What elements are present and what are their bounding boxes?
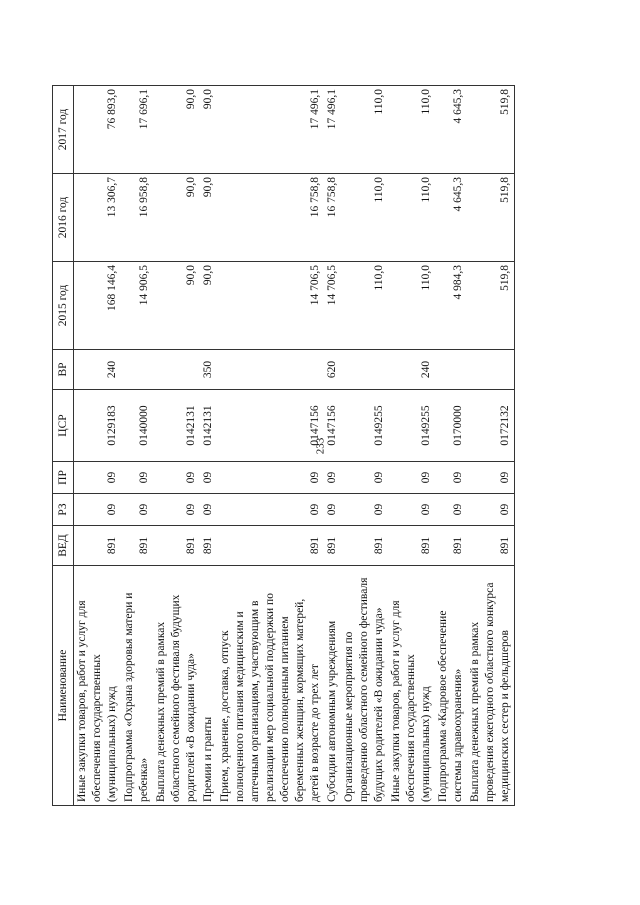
header-name: Наименование [53, 566, 74, 806]
cell-y2017: 4 645,3 [435, 86, 467, 174]
cell-y2015: 90,0 [200, 262, 217, 350]
cell-y2016: 110,0 [388, 174, 435, 262]
table-row [217, 86, 324, 806]
cell-y2017: 17 696,1 [121, 86, 153, 174]
cell-ved: 891 [467, 526, 515, 566]
table-row [74, 86, 122, 806]
cell-name: Субсидии автономным учреждениям [324, 566, 341, 806]
cell-rz: 09 [217, 494, 324, 526]
cell-csr: 0129183 [74, 390, 122, 462]
table-header-row [53, 86, 74, 806]
header-2016: 2016 год [53, 174, 74, 262]
cell-ved: 891 [388, 526, 435, 566]
cell-y2016: 4 645,3 [435, 174, 467, 262]
cell-vr [467, 350, 515, 390]
header-ved: ВЕД [53, 526, 74, 566]
cell-rz: 09 [388, 494, 435, 526]
cell-y2017: 17 496,1 [217, 86, 324, 174]
cell-name: Прием, хранение, доставка, отпуск полноценного питания медицинским и аптечным организациям, участвующим в реализации мер социальной поддержки по обеспечению полноценным питанием беременных женщин, кормящих матерей, детей в возрасте до трех лет [217, 566, 324, 806]
cell-y2015: 14 706,5 [217, 262, 324, 350]
cell-name: Выплата денежных премий в рамках областного семейного фестиваля будущих родителей «В ожидании чуда» [153, 566, 200, 806]
cell-ved: 891 [435, 526, 467, 566]
cell-csr: 0170000 [435, 390, 467, 462]
cell-pr: 09 [153, 462, 200, 494]
header-csr: ЦСР [53, 390, 74, 462]
table-body [74, 86, 515, 806]
cell-csr: 0142131 [153, 390, 200, 462]
cell-name: Иные закупки товаров, работ и услуг для обеспечения государственных (муниципальных) нужд [388, 566, 435, 806]
cell-csr: 0142131 [200, 390, 217, 462]
budget-table-container [52, 86, 592, 806]
cell-y2017: 110,0 [341, 86, 388, 174]
cell-vr: 350 [200, 350, 217, 390]
cell-rz: 09 [467, 494, 515, 526]
table-row [200, 86, 217, 806]
cell-vr: 240 [388, 350, 435, 390]
cell-csr: 0147156 [217, 390, 324, 462]
cell-rz: 09 [153, 494, 200, 526]
cell-pr: 09 [121, 462, 153, 494]
cell-ved: 891 [121, 526, 153, 566]
table-row [153, 86, 200, 806]
cell-y2015: 4 984,3 [435, 262, 467, 350]
cell-pr: 09 [467, 462, 515, 494]
cell-name: Иные закупки товаров, работ и услуг для обеспечения государственных (муниципальных) нужд [74, 566, 122, 806]
cell-pr: 09 [388, 462, 435, 494]
cell-pr: 09 [435, 462, 467, 494]
header-2015: 2015 год [53, 262, 74, 350]
cell-name: Организационные мероприятия по проведению областного семейного фестиваля будущих родителей «В ожидании чуда» [341, 566, 388, 806]
cell-csr: 0149255 [341, 390, 388, 462]
cell-y2015: 168 146,4 [74, 262, 122, 350]
cell-csr: 0149255 [388, 390, 435, 462]
table-row [435, 86, 467, 806]
header-2017: 2017 год [53, 86, 74, 174]
cell-pr: 09 [200, 462, 217, 494]
cell-rz: 09 [121, 494, 153, 526]
cell-y2016: 110,0 [341, 174, 388, 262]
cell-y2016: 16 958,8 [121, 174, 153, 262]
cell-y2015: 90,0 [153, 262, 200, 350]
cell-y2016: 16 758,8 [324, 174, 341, 262]
cell-y2015: 14 706,5 [324, 262, 341, 350]
cell-pr: 09 [341, 462, 388, 494]
cell-y2016: 90,0 [153, 174, 200, 262]
cell-ved: 891 [324, 526, 341, 566]
cell-pr: 09 [74, 462, 122, 494]
cell-name: Подпрограмма «Охрана здоровья матери и ребенка» [121, 566, 153, 806]
cell-vr: 620 [324, 350, 341, 390]
cell-pr: 09 [217, 462, 324, 494]
cell-y2017: 519,8 [467, 86, 515, 174]
cell-csr: 0140000 [121, 390, 153, 462]
cell-y2017: 90,0 [153, 86, 200, 174]
cell-y2016: 90,0 [200, 174, 217, 262]
cell-name: Выплата денежных премий в рамках проведения ежегодного областного конкурса медицинских сестер и фельдшеров [467, 566, 515, 806]
cell-ved: 891 [217, 526, 324, 566]
cell-pr: 09 [324, 462, 341, 494]
table-row [388, 86, 435, 806]
cell-y2017: 17 496,1 [324, 86, 341, 174]
cell-vr [435, 350, 467, 390]
header-pr: ПР [53, 462, 74, 494]
page-number: 233 [314, 437, 327, 455]
cell-y2015: 110,0 [341, 262, 388, 350]
cell-ved: 891 [200, 526, 217, 566]
cell-y2017: 76 893,0 [74, 86, 122, 174]
cell-y2015: 519,8 [467, 262, 515, 350]
cell-y2016: 13 306,7 [74, 174, 122, 262]
cell-y2016: 16 758,8 [217, 174, 324, 262]
cell-vr [341, 350, 388, 390]
cell-vr [153, 350, 200, 390]
header-vr: ВР [53, 350, 74, 390]
table-row [121, 86, 153, 806]
cell-rz: 09 [324, 494, 341, 526]
table-row [324, 86, 341, 806]
cell-name: Премии и гранты [200, 566, 217, 806]
budget-table [52, 85, 515, 806]
cell-y2016: 519,8 [467, 174, 515, 262]
cell-ved: 891 [74, 526, 122, 566]
cell-ved: 891 [153, 526, 200, 566]
cell-y2017: 90,0 [200, 86, 217, 174]
header-rz: РЗ [53, 494, 74, 526]
cell-vr [217, 350, 324, 390]
cell-y2015: 14 906,5 [121, 262, 153, 350]
table-row [341, 86, 388, 806]
cell-vr: 240 [74, 350, 122, 390]
cell-y2017: 110,0 [388, 86, 435, 174]
cell-ved: 891 [341, 526, 388, 566]
cell-csr: 0172132 [467, 390, 515, 462]
cell-name: Подпрограмма «Кадровое обеспечение системы здравоохранения» [435, 566, 467, 806]
cell-y2015: 110,0 [388, 262, 435, 350]
cell-rz: 09 [74, 494, 122, 526]
cell-csr: 0147156 [324, 390, 341, 462]
table-row [467, 86, 515, 806]
cell-rz: 09 [341, 494, 388, 526]
cell-rz: 09 [435, 494, 467, 526]
cell-rz: 09 [200, 494, 217, 526]
cell-vr [121, 350, 153, 390]
